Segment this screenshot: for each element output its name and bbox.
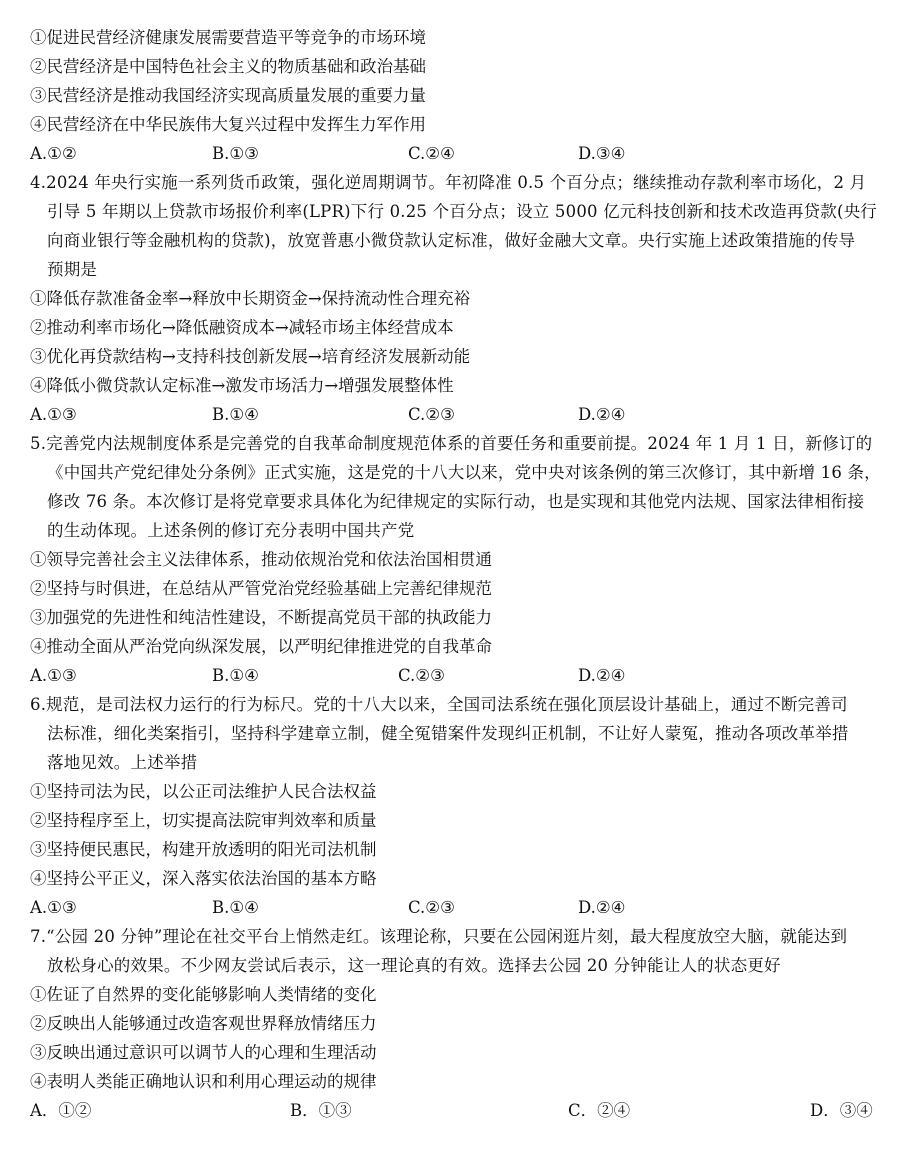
- q5-choice-a: A.①③: [30, 666, 77, 685]
- q4-stem-line-1: 4.2024 年央行实施一系列货币政策，强化逆周期调节。年初降准 0.5 个百分点；继续推动存款利率市场化，2 月: [30, 173, 867, 192]
- q6-choice-c: C.②③: [408, 898, 455, 917]
- q5-option-3: ③加强党的先进性和纯洁性建设，不断提高党员干部的执政能力: [30, 608, 492, 627]
- q4-choice-b: B.①④: [212, 405, 259, 424]
- q4-stem-line-3: 向商业银行等金融机构的贷款)，放宽普惠小微贷款认定标准，做好金融大文章。央行实施上述政策措施的传导: [47, 231, 856, 250]
- q6-stem-line-2: 法标准，细化类案指引，坚持科学建章立制，健全冤错案件发现纠正机制，不让好人蒙冤，推动各项改革举措: [47, 724, 849, 743]
- q6-stem-line-3: 落地见效。上述举措: [47, 753, 198, 772]
- q4-stem-line-4: 预期是: [47, 260, 98, 279]
- q3-choice-b: B.①③: [212, 144, 259, 163]
- q7-option-3: ③反映出通过意识可以调节人的心理和生理活动: [30, 1043, 377, 1062]
- q3-option-3: ③民营经济是推动我国经济实现高质量发展的重要力量: [30, 86, 426, 105]
- q3-option-4: ④民营经济在中华民族伟大复兴过程中发挥生力军作用: [30, 115, 426, 134]
- q6-option-1: ①坚持司法为民，以公正司法维护人民合法权益: [30, 782, 377, 801]
- q5-stem-line-2: 《中国共产党纪律处分条例》正式实施，这是党的十八大以来，党中央对该条例的第三次修订，其中新增 16 条，: [47, 463, 881, 482]
- q6-choice-d: D.②④: [578, 898, 626, 917]
- q5-choice-d: D.②④: [578, 666, 626, 685]
- q4-option-3: ③优化再贷款结构→支持科技创新发展→培育经济发展新动能: [30, 347, 471, 366]
- q5-stem-line-4: 的生动体现。上述条例的修订充分表明中国共产党: [47, 521, 415, 540]
- q3-choice-d: D.③④: [578, 144, 626, 163]
- q7-option-2: ②反映出人能够通过改造客观世界释放情绪压力: [30, 1014, 377, 1033]
- q4-option-4: ④降低小微贷款认定标准→激发市场活力→增强发展整体性: [30, 376, 454, 395]
- q4-option-2: ②推动利率市场化→降低融资成本→减轻市场主体经营成本: [30, 318, 454, 337]
- q6-option-3: ③坚持便民惠民，构建开放透明的阳光司法机制: [30, 840, 377, 859]
- q5-option-4: ④推动全面从严治党向纵深发展，以严明纪律推进党的自我革命: [30, 637, 492, 656]
- q5-option-2: ②坚持与时俱进，在总结从严管党治党经验基础上完善纪律规范: [30, 579, 492, 598]
- q3-option-1: ①促进民营经济健康发展需要营造平等竞争的市场环境: [30, 28, 426, 47]
- q6-choice-a: A.①③: [30, 898, 77, 917]
- q3-choice-c: C.②④: [408, 144, 455, 163]
- q5-stem-line-3: 修改 76 条。本次修订是将党章要求具体化为纪律规定的实际行动，也是实现和其他党内法规、国家法律相衔接: [47, 492, 865, 511]
- q4-choice-d: D.②④: [578, 405, 626, 424]
- q4-option-1: ①降低存款准备金率→释放中长期资金→保持流动性合理充裕: [30, 289, 471, 308]
- q7-choice-b: B．①③: [290, 1101, 352, 1120]
- q3-choice-a: A.①②: [30, 144, 77, 163]
- q5-option-1: ①领导完善社会主义法律体系，推动依规治党和依法治国相贯通: [30, 550, 492, 569]
- q5-choice-b: B.①④: [212, 666, 259, 685]
- q6-choice-b: B.①④: [212, 898, 259, 917]
- q5-stem-line-1: 5.完善党内法规制度体系是完善党的自我革命制度规范体系的首要任务和重要前提。2024 年 1 月 1 日，新修订的: [30, 434, 873, 453]
- q6-stem-line-1: 6.规范，是司法权力运行的行为标尺。党的十八大以来，全国司法系统在强化顶层设计基础上，通过不断完善司: [30, 695, 848, 714]
- q7-stem-line-1: 7.“公园 20 分钟”理论在社交平台上悄然走红。该理论称，只要在公园闲逛片刻，最大程度放空大脑，就能达到: [30, 927, 848, 946]
- q7-choice-d: D．③④: [810, 1101, 873, 1120]
- q7-choice-c: C．②④: [568, 1101, 631, 1120]
- q5-choice-c: C.②③: [398, 666, 445, 685]
- q6-option-4: ④坚持公平正义，深入落实依法治国的基本方略: [30, 869, 377, 888]
- q6-option-2: ②坚持程序至上，切实提高法院审判效率和质量: [30, 811, 377, 830]
- q4-choice-c: C.②③: [408, 405, 455, 424]
- q7-stem-line-2: 放松身心的效果。不少网友尝试后表示，这一理论真的有效。选择去公园 20 分钟能让人的状态更好: [47, 956, 781, 975]
- q4-stem-line-2: 引导 5 年期以上贷款市场报价利率(LPR)下行 0.25 个百分点；设立 5000 亿元科技创新和技术改造再贷款(央行: [47, 202, 877, 221]
- q4-choice-a: A.①③: [30, 405, 77, 424]
- q7-choice-a: A．①②: [30, 1101, 92, 1120]
- q7-option-1: ①佐证了自然界的变化能够影响人类情绪的变化: [30, 985, 377, 1004]
- q7-option-4: ④表明人类能正确地认识和利用心理运动的规律: [30, 1072, 377, 1091]
- q3-option-2: ②民营经济是中国特色社会主义的物质基础和政治基础: [30, 57, 426, 76]
